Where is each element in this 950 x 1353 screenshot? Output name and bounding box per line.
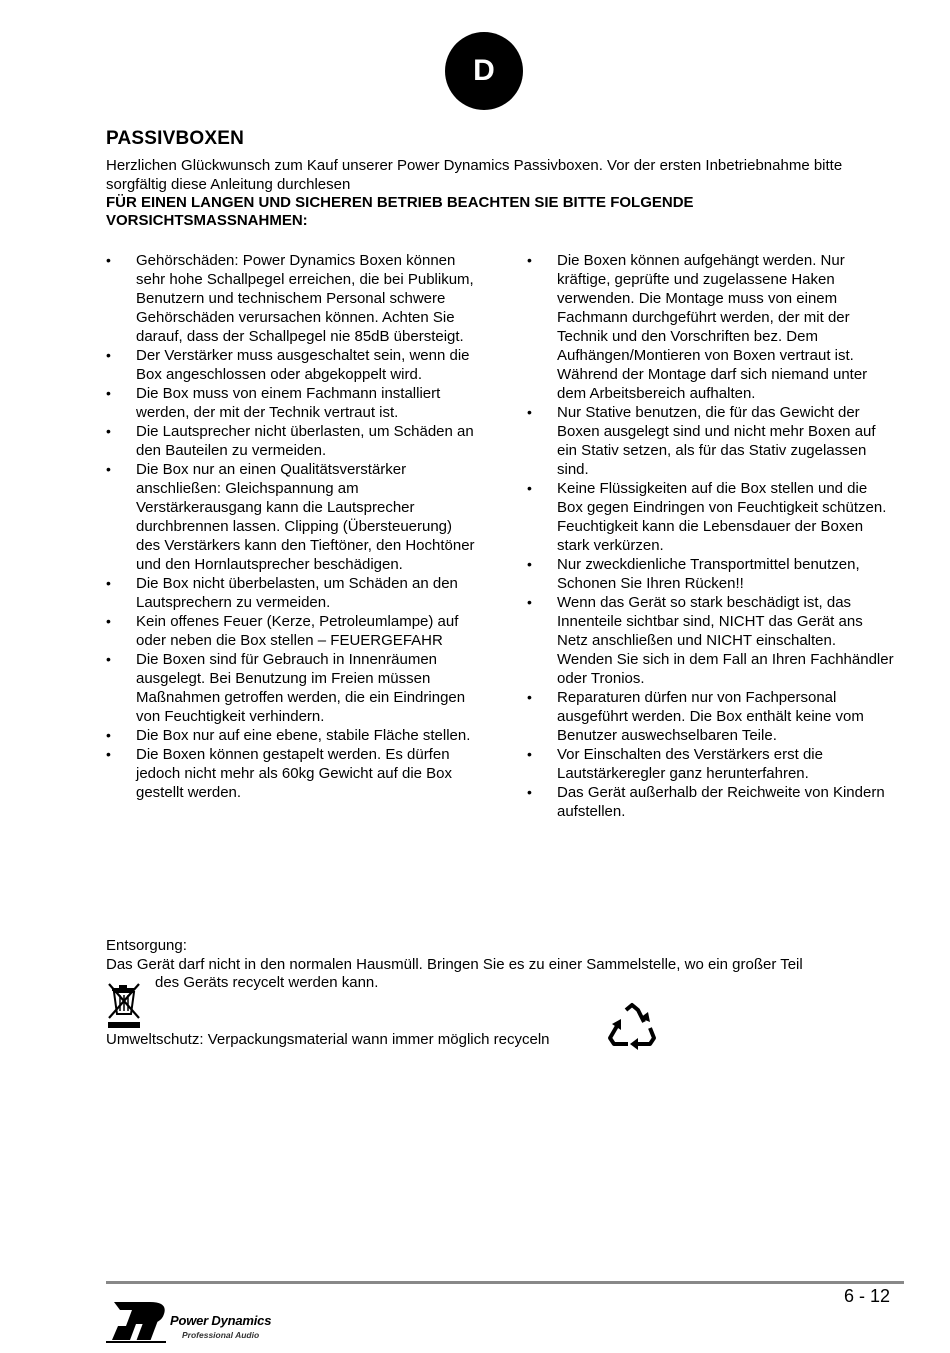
list-item: • Der Verstärker muss ausgeschaltet sein, wenn die Box angeschlossen oder abgekoppelt wird. [106, 346, 476, 384]
logo-subtitle-text: Professional Audio [182, 1330, 260, 1340]
list-item: • Vor Einschalten des Verstärkers erst die Lautstärkeregler ganz herunterfahren. [527, 745, 895, 783]
list-item: • Nur Stative benutzen, die für das Gewicht der Boxen ausgelegt sind und nicht mehr Boxen auf ein Stativ setzen, als für das Stativ zugelassen sind. [527, 403, 895, 479]
disposal-heading: Entsorgung: [106, 937, 187, 954]
list-item: • Die Lautsprecher nicht überlasten, um Schäden an den Bauteilen zu vermeiden. [106, 422, 476, 460]
disposal-section [106, 937, 896, 974]
logo-brand-text: Power Dynamics [170, 1313, 272, 1328]
list-item: • Die Box nur an einen Qualitätsverstärker anschließen: Gleichspannung am Verstärkerausgang kann die Lautsprecher durchbrennen lassen. Clipping (Übersteuerung) des Verstärkers kann den Tieftöner, den Hochtöner und den Hornlautsprecher beschädigen. [106, 460, 476, 574]
list-item: • Keine Flüssigkeiten auf die Box stellen und die Box gegen Eindringen von Feuchtigkeit schützen. Feuchtigkeit kann die Lebensdauer der Boxen stark verkürzen. [527, 479, 895, 555]
list-item: • Das Gerät außerhalb der Reichweite von Kindern aufstellen. [527, 783, 895, 821]
list-item: • Die Boxen können aufgehängt werden. Nur kräftige, geprüfte und zugelassene Haken verwenden. Die Montage muss von einem Fachmann durchgeführt werden, der mit der Technik und den Vorschriften bez. Dem Aufhängen/Montieren von Boxen vertraut ist. Während der Montage darf sich niemand unter dem Arbeitsbereich aufhalten. [527, 251, 895, 403]
list-item: • Nur zweckdienliche Transportmittel benutzen, Schonen Sie Ihren Rücken!! [527, 555, 895, 593]
list-item: • Die Boxen sind für Gebrauch in Innenräumen ausgelegt. Bei Benutzung im Freien müssen Maßnahmen getroffen werden, die ein Eindringen von Feuchtigkeit verhindern. [106, 650, 476, 726]
safety-list-left [106, 251, 476, 802]
safety-warning-heading: FÜR EINEN LANGEN UND SICHEREN BETRIEB BEACHTEN SIE BITTE FOLGENDE VORSICHTSMASSNAHMEN: [106, 194, 694, 229]
safety-list-right [527, 251, 895, 821]
page-title: PASSIVBOXEN [106, 128, 245, 149]
list-item: • Die Boxen können gestapelt werden. Es dürfen jedoch nicht mehr als 60kg Gewicht auf die Box gestellt werden. [106, 745, 476, 802]
footer-divider [106, 1281, 904, 1284]
disposal-text: Das Gerät darf nicht in den normalen Hausmüll. Bringen Sie es zu einer Sammelstelle, wo ein großer Teil [106, 955, 803, 973]
disposal-text-continued: des Geräts recycelt werden kann. [155, 974, 379, 991]
recycle-icon [606, 1002, 658, 1052]
list-item: • Gehörschäden: Power Dynamics Boxen können sehr hohe Schallpegel erreichen, die bei Publikum, Benutzern und technischem Personal schwere Gehörschäden verursachen können. Achten Sie darauf, dass der Schallpegel nie 85dB übersteigt. [106, 251, 476, 346]
list-item: • Die Box nur auf eine ebene, stabile Fläche stellen. [106, 726, 476, 745]
list-item: • Die Box muss von einem Fachmann installiert werden, der mit der Technik vertraut ist. [106, 384, 476, 422]
language-badge: D [445, 32, 523, 110]
list-item: • Kein offenes Feuer (Kerze, Petroleumlampe) auf oder neben die Box stellen – FEUERGEFAHR [106, 612, 476, 650]
intro-text: Herzlichen Glückwunsch zum Kauf unserer Power Dynamics Passivboxen. Vor der ersten Inbetriebnahme bitte sorgfältig diese Anleitung durchlesen [106, 157, 843, 193]
list-item: • Reparaturen dürfen nur von Fachpersonal ausgeführt werden. Die Box enthält keine vom Benutzer auswechselbaren Teile. [527, 688, 895, 745]
list-item: • Die Box nicht überbelasten, um Schäden an den Lautsprechern zu vermeiden. [106, 574, 476, 612]
environment-note: Umweltschutz: Verpackungsmaterial wann immer möglich recyceln [106, 1031, 550, 1048]
page-number: 6 - 12 [843, 1286, 890, 1306]
weee-crossed-bin-icon [106, 980, 142, 1030]
list-item: • Wenn das Gerät so stark beschädigt ist, das Innenteile sichtbar sind, NICHT das Gerät ans Netz anschließen und NICHT einschalten. Wenden Sie sich in dem Fall an Ihren Fachhändler oder Tronios. [527, 593, 895, 688]
